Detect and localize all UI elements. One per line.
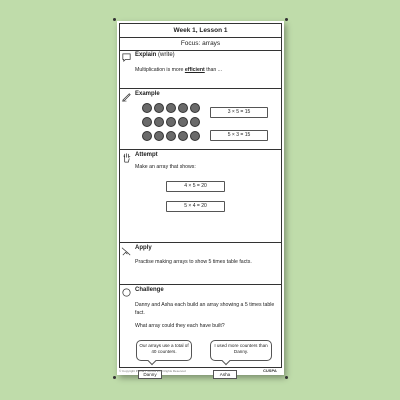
counter [154, 131, 164, 141]
thinking-icon [121, 287, 132, 298]
example-section [120, 90, 281, 150]
example-array [142, 103, 201, 141]
counter [190, 131, 200, 141]
apply-section [120, 244, 281, 285]
counter [154, 117, 164, 127]
attempt-section [120, 151, 281, 243]
focus-title: Focus: arrays [120, 38, 281, 51]
challenge-question: What array could they each have built? [135, 323, 225, 329]
explain-section [120, 51, 281, 89]
counter [166, 131, 176, 141]
counter [190, 117, 200, 127]
counter [142, 131, 152, 141]
corner-pin-icon [113, 18, 116, 21]
asha-speech-bubble: I used more counters than Danny. [210, 340, 272, 361]
speech-bubble-icon [121, 52, 132, 63]
challenge-title: Challenge [135, 287, 164, 293]
example-equation-2: 5 × 3 = 15 [210, 130, 268, 141]
counter [178, 131, 188, 141]
pencil-hand-icon [121, 245, 132, 256]
counter [154, 103, 164, 113]
hand-icon [121, 152, 132, 163]
counter [142, 103, 152, 113]
attempt-equation-1: 4 × 5 = 20 [166, 181, 225, 192]
counter [142, 117, 152, 127]
counter [166, 117, 176, 127]
example-title: Example [135, 91, 160, 97]
danny-speech-bubble: Our arrays use a total of 40 counters. [136, 340, 192, 361]
attempt-equation-2: 5 × 4 = 20 [166, 201, 225, 212]
attempt-title: Attempt [135, 152, 158, 158]
corner-pin-icon [285, 376, 288, 379]
explain-title: Explain (write) [135, 52, 175, 58]
attempt-prompt: Make an array that shows: [135, 164, 196, 170]
week-lesson-title: Week 1, Lesson 1 [120, 24, 281, 38]
asha-name-label: Asha [213, 370, 237, 379]
explain-text: Multiplication is more efficient than ... [135, 67, 223, 73]
counter [190, 103, 200, 113]
copyright-text: © Copyright Primary School ● All Rights Reserved [119, 369, 186, 373]
counter [166, 103, 176, 113]
lesson-card [117, 21, 284, 375]
counter [178, 103, 188, 113]
brand-logo: CUSPA [263, 368, 277, 373]
apply-text: Practise making arrays to show 5 times table facts. [135, 259, 252, 265]
example-equation-1: 3 × 5 = 15 [210, 107, 268, 118]
corner-pin-icon [285, 18, 288, 21]
apply-title: Apply [135, 245, 152, 251]
danny-name-label: Danny [138, 370, 162, 379]
pencil-writing-icon [121, 91, 132, 102]
counter [178, 117, 188, 127]
challenge-text: Danny and Asha each build an array showing a 5 times table fact. [135, 302, 275, 316]
corner-pin-icon [113, 376, 116, 379]
